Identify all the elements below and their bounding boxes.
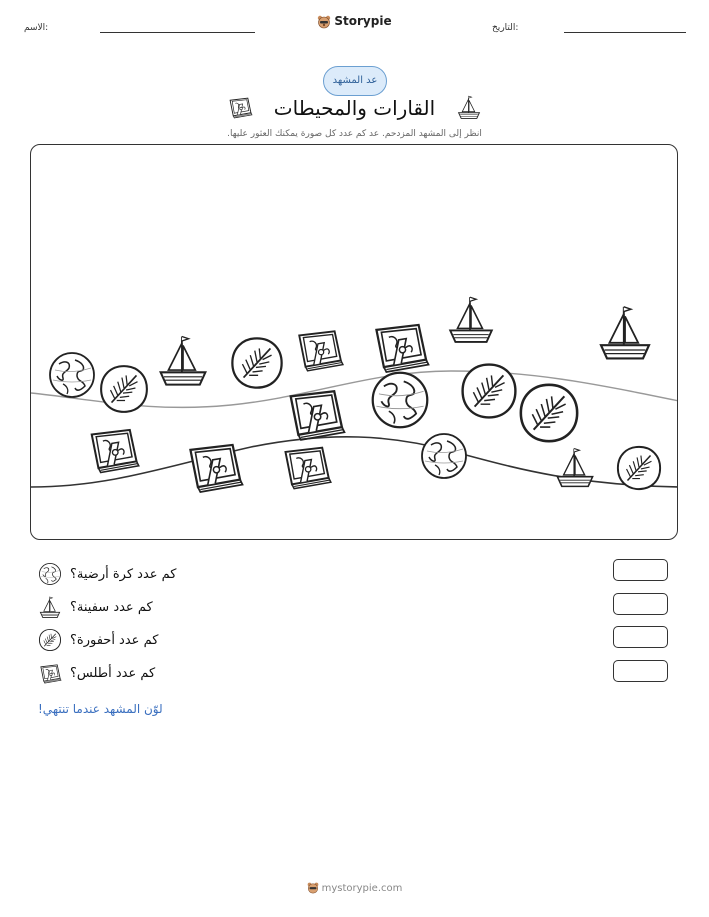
fossil-icon [463, 365, 516, 418]
brand [0, 14, 709, 29]
atlas-icon [190, 445, 242, 492]
name-line[interactable] [100, 32, 255, 33]
question-sailboat [38, 595, 153, 619]
atlas-icon [376, 325, 428, 372]
fossil-icon [232, 338, 281, 387]
atlas-icon [38, 661, 62, 685]
question-text: كم عدد كرة أرضية؟ [70, 566, 177, 582]
globe-icon [422, 434, 466, 478]
atlas-icon [291, 391, 345, 440]
sailboat-icon [601, 307, 649, 359]
brand-name: Storypie [334, 14, 392, 28]
sailboat-icon [450, 297, 492, 342]
sailboat-icon [161, 336, 206, 384]
scene-count-badge: عد المشهد [323, 66, 387, 96]
atlas-icon [92, 430, 139, 473]
globe-icon [50, 353, 94, 397]
footer-url[interactable]: mystorypie.com [321, 883, 403, 894]
scene-frame [30, 144, 678, 540]
globe-icon [38, 562, 62, 586]
date-label: التاريخ: [492, 23, 519, 33]
sailboat-icon [557, 449, 592, 487]
answer-box-globe[interactable] [613, 559, 668, 581]
globe-icon [373, 373, 428, 428]
atlas-icon [285, 448, 330, 489]
fossil-icon [38, 628, 62, 652]
question-atlas [38, 661, 155, 685]
answer-box-atlas[interactable] [613, 660, 668, 682]
atlas-icon [227, 94, 253, 120]
fossil-icon [101, 366, 147, 412]
sailboat-icon [38, 595, 62, 619]
question-text: كم عدد سفينة؟ [70, 599, 153, 615]
storypie-logo-icon [307, 882, 319, 894]
color-note: لوّن المشهد عندما تنتهي! [38, 702, 163, 716]
instructions: انظر إلى المشهد المزدحم. عد كم عدد كل صورة يمكنك العثور عليها. [227, 129, 482, 139]
name-label: الاسم: [24, 23, 49, 33]
storypie-logo-icon [317, 15, 331, 29]
answer-box-fossil[interactable] [613, 626, 668, 648]
fossil-icon [521, 385, 577, 441]
atlas-icon [299, 331, 343, 371]
fossil-icon [618, 447, 660, 489]
answer-box-sailboat[interactable] [613, 593, 668, 615]
question-text: كم عدد أحفورة؟ [70, 632, 159, 648]
question-text: كم عدد أطلس؟ [70, 665, 156, 681]
question-fossil [38, 628, 158, 652]
scene-illustration [31, 145, 678, 540]
page-title: القارات والمحيطات [273, 96, 436, 120]
date-line[interactable] [564, 32, 686, 33]
footer [0, 882, 709, 894]
sailboat-icon [456, 94, 482, 120]
question-globe [38, 562, 177, 586]
